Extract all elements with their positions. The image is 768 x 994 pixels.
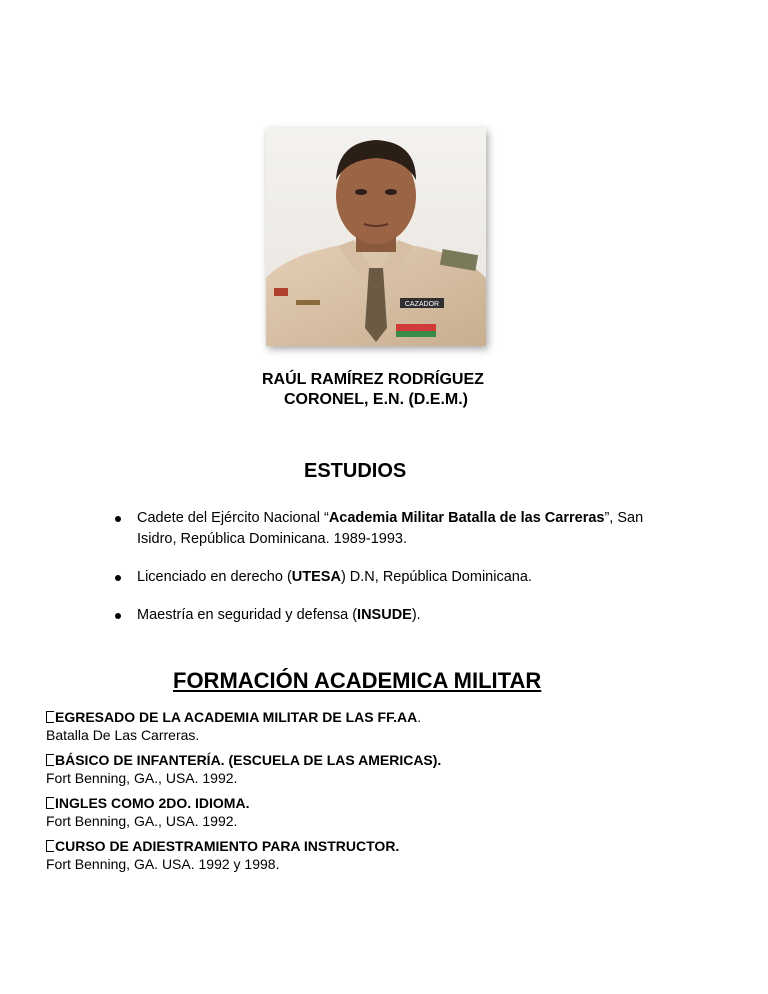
- study-text: Maestría en seguridad y defensa (: [137, 607, 358, 623]
- checkbox-glyph-icon: [46, 754, 54, 766]
- bullet-icon: [115, 516, 121, 522]
- study-institution: Academia Militar Batalla de las Carreras: [328, 510, 605, 526]
- course-title: BÁSICO DE INFANTERÍA. (ESCUELA DE LAS AMERICAS).: [55, 752, 442, 768]
- badge-text: CAZADOR: [404, 301, 440, 308]
- course-detail: Batalla De Las Carreras.: [46, 727, 200, 743]
- list-item: [110, 567, 670, 588]
- study-text: ”, San Isidro, República Dominicana. 1989-1993.: [137, 510, 644, 547]
- course-detail: Fort Benning, GA., USA. 1992.: [46, 813, 238, 829]
- list-item: [110, 508, 670, 550]
- study-text: Licenciado en derecho (: [137, 569, 292, 585]
- study-institution: INSUDE: [357, 607, 412, 623]
- bullet-icon: [115, 575, 121, 581]
- list-item: [110, 605, 670, 626]
- checkbox-glyph-icon: [46, 711, 54, 723]
- course-detail: Fort Benning, GA., USA. 1992.: [46, 770, 238, 786]
- military-heading: FORMACIÓN ACADEMICA MILITAR: [173, 668, 542, 693]
- military-list: [46, 708, 746, 880]
- portrait-photo: [266, 128, 486, 346]
- list-item: [46, 837, 746, 873]
- course-title: INGLES COMO 2DO. IDIOMA.: [55, 795, 250, 811]
- list-item: [46, 751, 746, 787]
- study-text: ).: [411, 607, 421, 623]
- study-institution: UTESA: [291, 569, 341, 585]
- person-rank: CORONEL, E.N. (D.E.M.): [284, 391, 468, 408]
- person-name: RAÚL RAMÍREZ RODRÍGUEZ: [262, 371, 484, 388]
- study-text: ) D.N, República Dominicana.: [340, 569, 532, 585]
- checkbox-glyph-icon: [46, 797, 54, 809]
- list-item: [46, 794, 746, 830]
- studies-heading: ESTUDIOS: [304, 460, 407, 482]
- list-item: [46, 708, 746, 744]
- course-title-suffix: .: [417, 709, 422, 725]
- course-title: CURSO DE ADIESTRAMIENTO PARA INSTRUCTOR.: [55, 838, 400, 854]
- study-text: Cadete del Ejército Nacional “: [137, 510, 329, 526]
- checkbox-glyph-icon: [46, 840, 54, 852]
- course-title: EGRESADO DE LA ACADEMIA MILITAR DE LAS FF.AA: [55, 709, 418, 725]
- course-detail: Fort Benning, GA. USA. 1992 y 1998.: [46, 856, 280, 872]
- studies-list: [110, 508, 670, 643]
- bullet-icon: [115, 613, 121, 619]
